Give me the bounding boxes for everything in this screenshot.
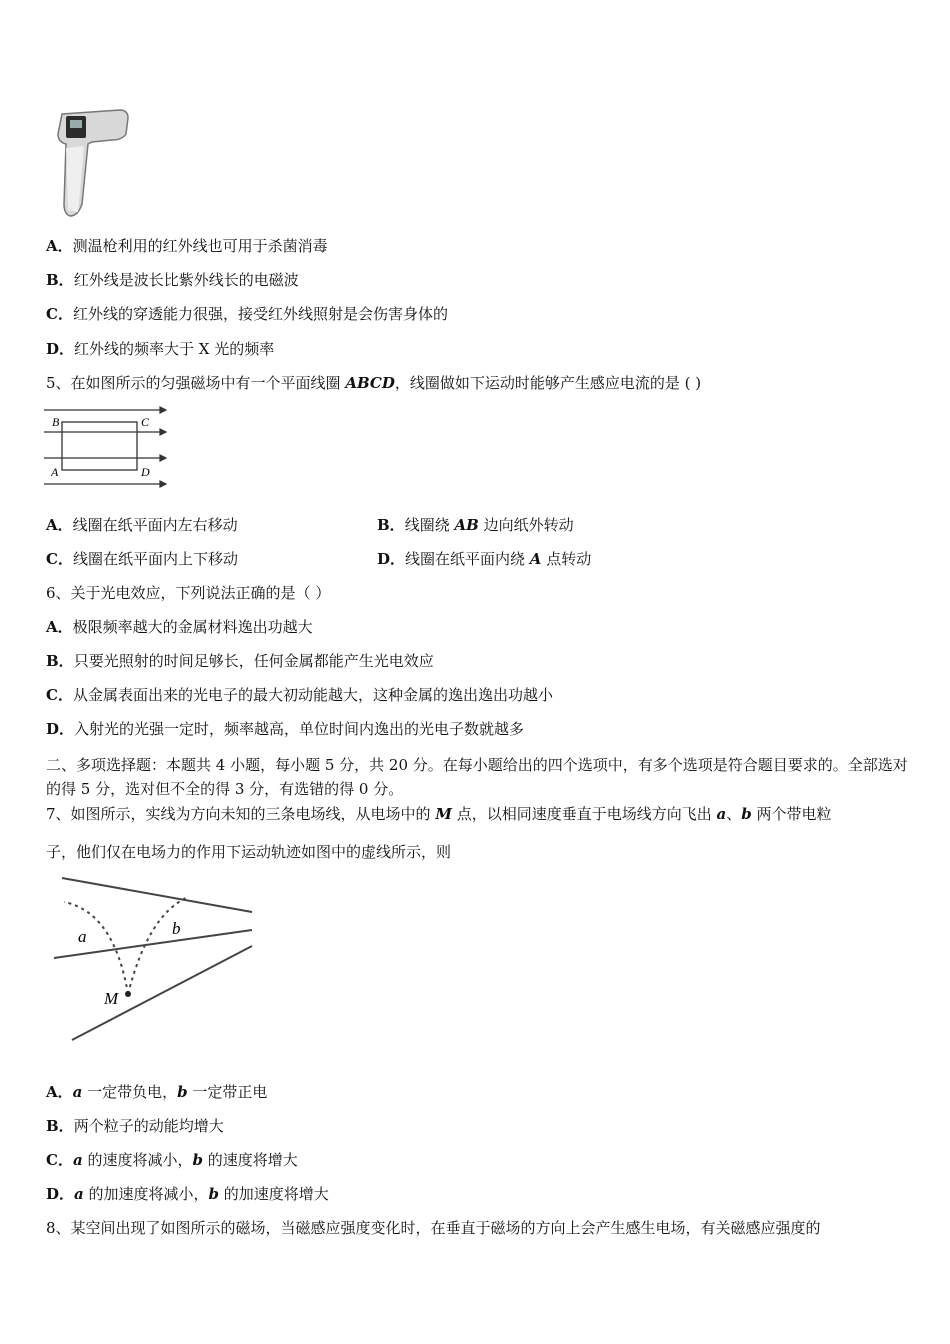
arrowhead xyxy=(160,429,166,435)
option-text: 测温枪利用的红外线也可用于杀菌消毒 xyxy=(72,237,328,255)
option-variable: b xyxy=(192,1151,203,1169)
option-label: A． xyxy=(46,237,73,255)
arrowhead xyxy=(160,481,166,487)
stem-text: 7、如图所示，实线为方向未知的三条电场线，从电场中的 xyxy=(46,805,436,823)
option-variable: A xyxy=(529,550,542,568)
option-text: 的加速度将增大 xyxy=(219,1185,329,1203)
option-label: A． xyxy=(46,618,73,636)
q4-option-a xyxy=(46,236,328,256)
option-label: D． xyxy=(46,720,75,738)
option-text: 红外线的穿透能力很强，接受红外线照射是会伤害身体的 xyxy=(72,305,448,323)
q7-stem-line1 xyxy=(46,804,832,824)
label-a: A xyxy=(51,465,59,479)
option-text: 两个粒子的动能均增大 xyxy=(73,1117,224,1135)
section2-heading: 二、多项选择题：本题共 4 小题，每小题 5 分，共 20 分。在每小题给出的四个选项中，有多个选项是符合题目要求的。全部选对的得 5 分，选对但不全的得 3 分，有选错的得 0 分。 xyxy=(46,756,908,798)
q4-option-c xyxy=(46,304,448,324)
field-line xyxy=(72,946,252,1040)
stem-text: 、 xyxy=(726,805,742,823)
option-text: 线圈在纸平面内上下移动 xyxy=(72,550,238,568)
q5-option-d xyxy=(377,549,591,569)
stem-variable: M xyxy=(435,805,452,823)
option-variable: b xyxy=(177,1083,188,1101)
stem-variable: a xyxy=(716,805,727,823)
label-a: a xyxy=(78,927,87,946)
option-text: 只要光照射的时间足够长，任何金属都能产生光电效应 xyxy=(73,652,434,670)
label-m: M xyxy=(104,989,119,1008)
option-text: 线圈绕 xyxy=(404,516,455,534)
option-label: C． xyxy=(46,305,73,323)
option-variable: a xyxy=(72,1083,83,1101)
q5-option-b xyxy=(377,515,574,535)
option-text: 一定带负电， xyxy=(82,1083,178,1101)
q7-option-a xyxy=(46,1082,267,1102)
option-text: 极限频率越大的金属材料逸出功越大 xyxy=(72,618,313,636)
option-variable: a xyxy=(74,1185,84,1203)
option-label: B． xyxy=(46,652,74,670)
stem-text: 两个带电粒 xyxy=(751,805,832,823)
option-text: 的速度将增大 xyxy=(202,1151,298,1169)
option-label: B． xyxy=(46,1117,74,1135)
option-label: C． xyxy=(46,686,73,704)
option-label: A． xyxy=(46,516,73,534)
q8-stem: 8、某空间出现了如图所示的磁场，当磁感应强度变化时，在垂直于磁场的方向上会产生感生电场，有关磁感应强度的 xyxy=(46,1219,821,1237)
option-label: C． xyxy=(46,550,73,568)
point-m xyxy=(125,991,131,997)
option-text: 一定带正电 xyxy=(187,1083,268,1101)
arrowhead xyxy=(160,455,166,461)
option-text: 边向纸外转动 xyxy=(478,516,574,534)
option-label: D． xyxy=(377,550,406,568)
field-line xyxy=(62,878,252,912)
q4-option-d xyxy=(46,339,274,359)
option-text: 从金属表面出来的光电子的最大初动能越大，这种金属的逸出逸出功越小 xyxy=(72,686,553,704)
label-b: b xyxy=(172,919,181,938)
q7-option-d xyxy=(46,1184,329,1204)
option-text: 点转动 xyxy=(541,550,592,568)
stem-text: ，线圈做如下运动时能够产生感应电流的是 ( ) xyxy=(394,374,702,392)
thermometer-gun-image xyxy=(52,104,132,220)
option-text: 红外线是波长比紫外线长的电磁波 xyxy=(73,271,299,289)
option-text: 红外线的频率大于 X 光的频率 xyxy=(74,340,275,358)
option-text: 的加速度将减小， xyxy=(83,1185,209,1203)
stem-variable: ABCD xyxy=(345,374,395,392)
option-text: 线圈在纸平面内左右移动 xyxy=(72,516,238,534)
q6-option-a xyxy=(46,617,313,637)
q6-stem: 6、关于光电效应，下列说法正确的是（ ） xyxy=(46,584,331,602)
q7-option-b xyxy=(46,1116,224,1136)
option-text: 的速度将减小， xyxy=(82,1151,193,1169)
stem-text: 点，以相同速度垂直于电场线方向飞出 xyxy=(451,805,717,823)
q5-stem xyxy=(46,373,701,393)
option-label: B． xyxy=(377,516,405,534)
q7-option-c xyxy=(46,1150,298,1170)
electric-field-figure xyxy=(48,872,258,1044)
label-d: D xyxy=(141,465,150,479)
label-b: B xyxy=(52,415,60,429)
option-text: 线圈在纸平面内绕 xyxy=(405,550,530,568)
option-label: C． xyxy=(46,1151,73,1169)
option-label: D． xyxy=(46,340,75,358)
option-variable: AB xyxy=(454,516,479,534)
q5-option-a xyxy=(46,515,238,535)
option-variable: b xyxy=(208,1185,220,1203)
q7-stem-line2: 子，他们仅在电场力的作用下运动轨迹如图中的虚线所示，则 xyxy=(46,843,452,861)
q5-option-c xyxy=(46,549,238,569)
coil-magnetic-field-figure xyxy=(42,402,172,494)
option-text: 入射光的光强一定时，频率越高，单位时间内逸出的光电子数就越多 xyxy=(74,720,525,738)
option-variable: a xyxy=(72,1151,83,1169)
q6-option-b xyxy=(46,651,434,671)
arrowhead xyxy=(160,407,166,413)
stem-text: 5、在如图所示的匀强磁场中有一个平面线圈 xyxy=(46,374,346,392)
q6-option-d xyxy=(46,719,524,739)
q6-option-c xyxy=(46,685,553,705)
stem-variable: b xyxy=(741,805,752,823)
coil-abcd xyxy=(62,422,137,470)
option-label: D． xyxy=(46,1185,75,1203)
option-label: A． xyxy=(46,1083,73,1101)
option-label: B． xyxy=(46,271,74,289)
label-c: C xyxy=(141,415,150,429)
q4-option-b xyxy=(46,270,299,290)
